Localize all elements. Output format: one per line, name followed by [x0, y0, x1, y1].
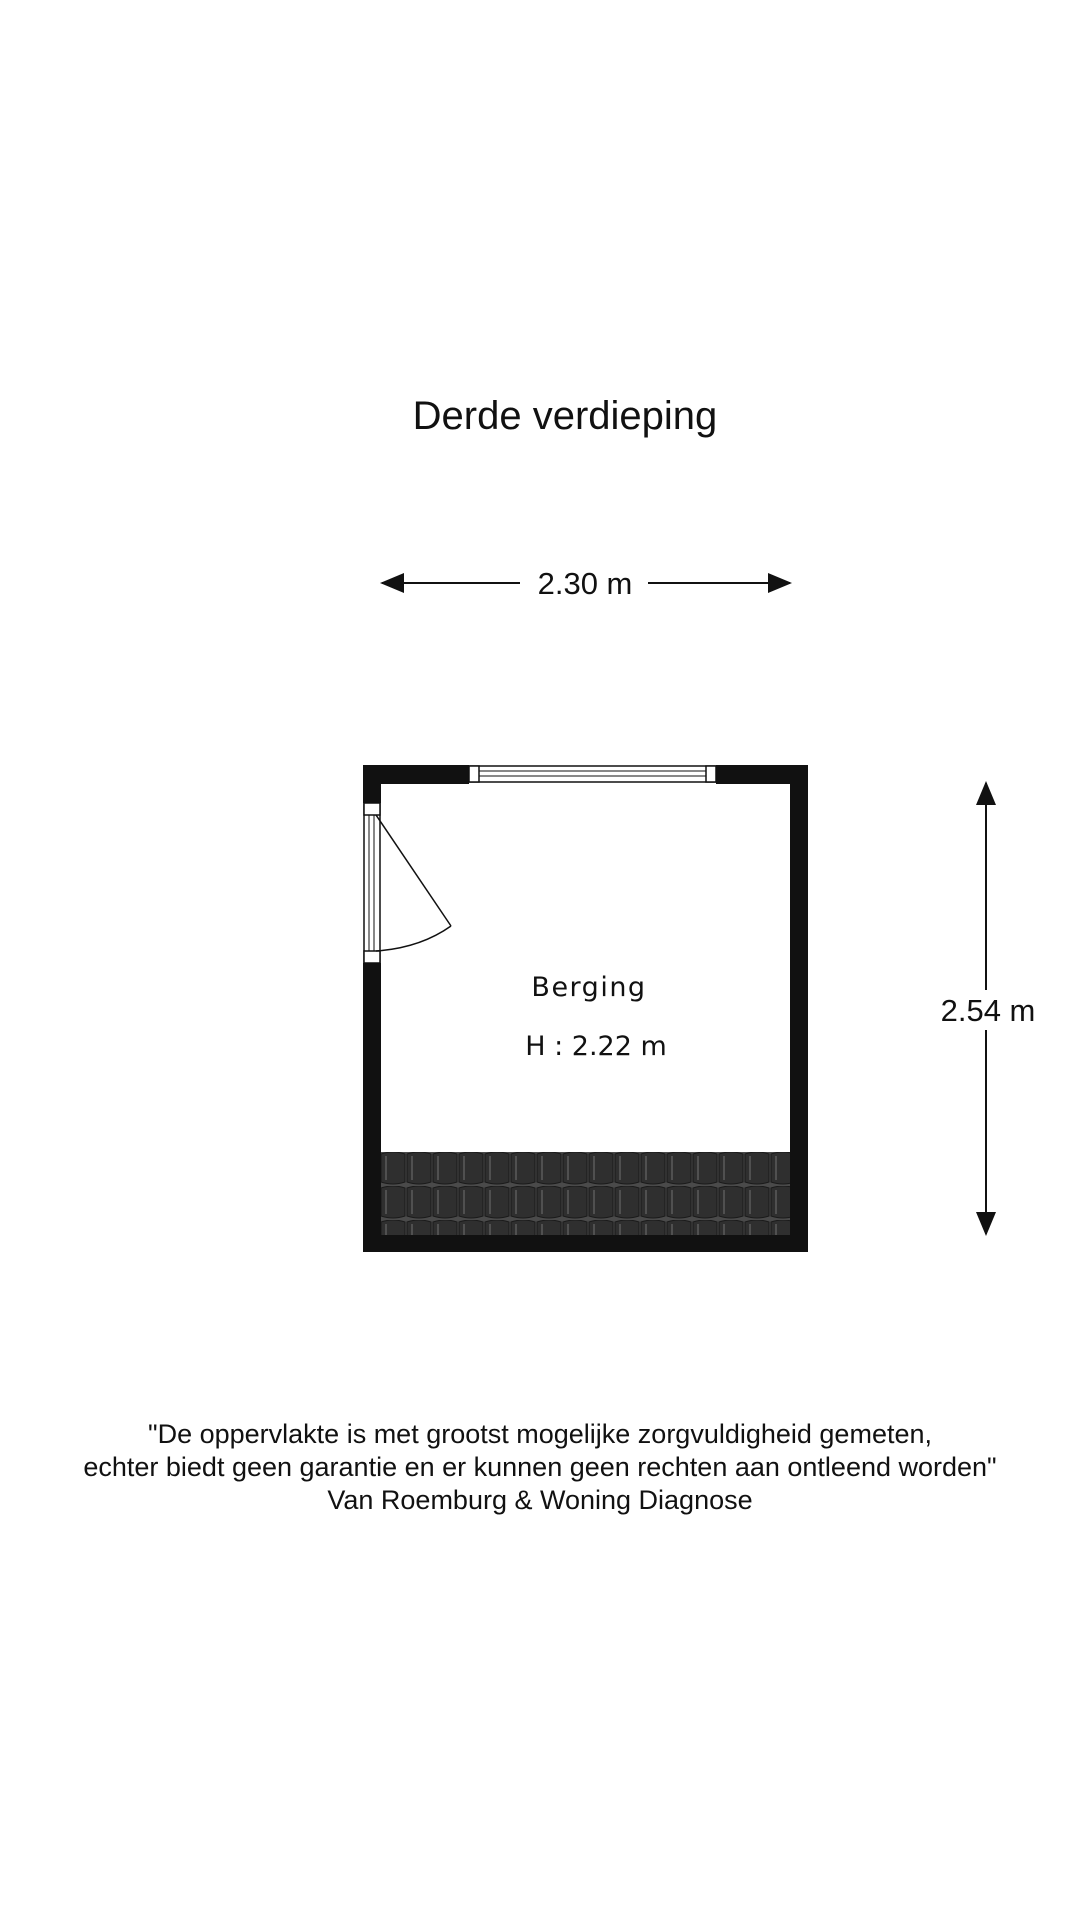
window [469, 766, 716, 782]
wall-right [790, 765, 808, 1252]
wall-left-top [363, 765, 381, 803]
disclaimer-line-3: Van Roemburg & Woning Diagnose [327, 1485, 753, 1515]
disclaimer-line-2: echter biedt geen garantie en er kunnen geen rechten aan ontleend worden" [83, 1452, 997, 1482]
roof-tiles [381, 1152, 790, 1235]
width-label: 2.30 m [537, 566, 633, 601]
room-height: H : 2.22 m [525, 1031, 667, 1062]
disclaimer [0, 1418, 1080, 1517]
disclaimer-line-1: "De oppervlakte is met grootst mogelijke zorgvuldigheid gemeten, [148, 1419, 932, 1449]
wall-bottom [363, 1235, 808, 1252]
wall-left-bottom [363, 963, 381, 1252]
door-frame [364, 803, 380, 963]
width-dimension [382, 566, 790, 601]
room-floor [381, 784, 790, 1154]
depth-label: 2.54 m [940, 993, 1036, 1028]
depth-dimension [941, 783, 1036, 1234]
room-name: Berging [531, 972, 647, 1003]
floor-title: Derde verdieping [412, 394, 718, 438]
